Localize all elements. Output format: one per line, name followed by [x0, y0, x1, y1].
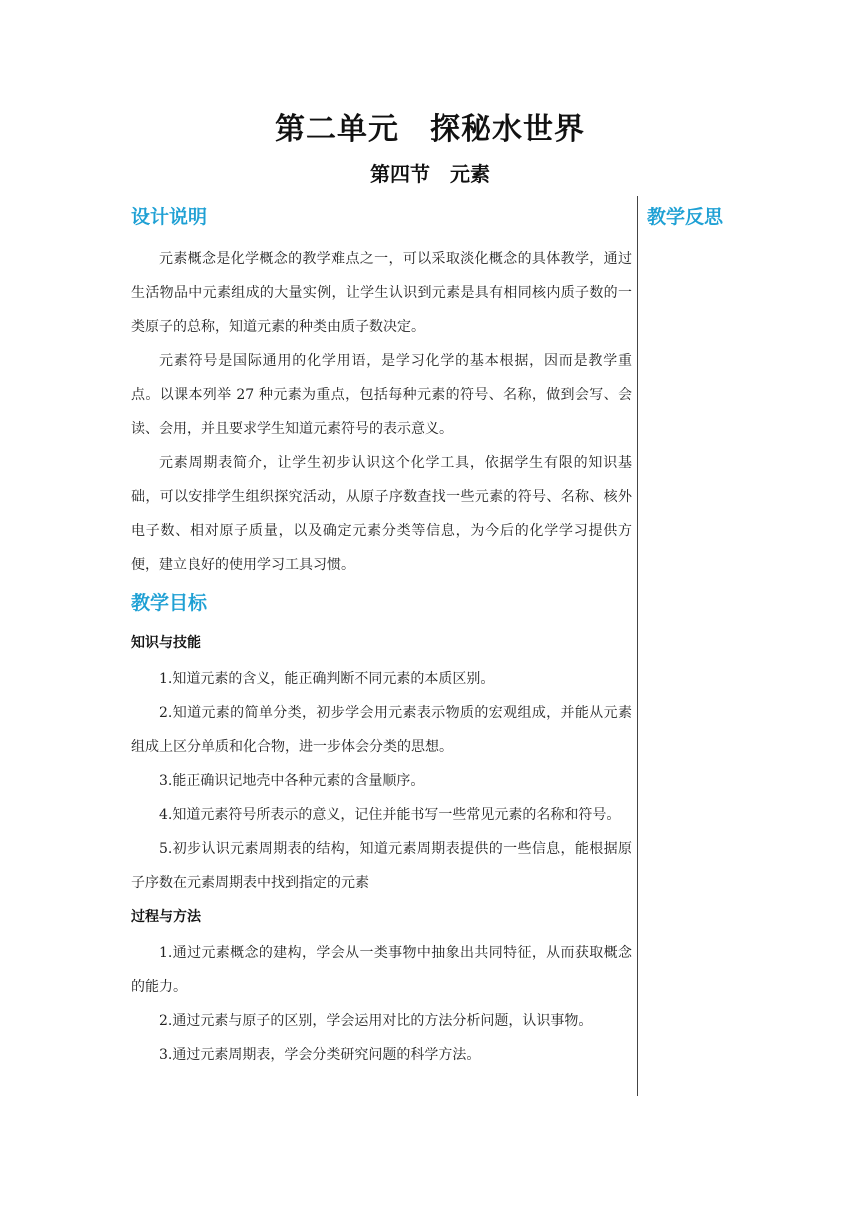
knowledge-item: 4.知道元素符号所表示的意义，记住并能书写一些常见元素的名称和符号。 — [159, 807, 621, 823]
design-paragraph: 元素概念是化学概念的教学难点之一，可以采取淡化概念的具体教学，通过生活物品中元素组成的大量实例，让学生认识到元素是具有相同核内质子数的一类原子的总称，知道元素的种类由质子数决定。 — [131, 251, 632, 335]
process-item: 2.通过元素与原子的区别，学会运用对比的方法分析问题，认识事物。 — [159, 1013, 593, 1029]
goals-heading: 教学目标 — [131, 592, 208, 614]
design-heading: 设计说明 — [131, 206, 208, 228]
section-title: 第四节 元素 — [370, 162, 490, 186]
unit-title: 第二单元 探秘水世界 — [275, 112, 585, 147]
design-paragraph: 元素周期表简介，让学生初步认识这个化学工具，依据学生有限的知识基础，可以安排学生组织探究活动，从原子序数查找一些元素的符号、名称、核外电子数、相对原子质量，以及确定元素分类等信息，为今后的化学学习提供方便，建立良好的使用学习工具习惯。 — [131, 455, 632, 573]
process-heading: 过程与方法 — [131, 909, 201, 925]
column-divider — [637, 196, 638, 1096]
knowledge-heading: 知识与技能 — [131, 635, 201, 651]
process-item: 3.通过元素周期表，学会分类研究问题的科学方法。 — [159, 1047, 481, 1063]
knowledge-item: 2.知道元素的简单分类，初步学会用元素表示物质的宏观组成，并能从元素组成上区分单质和化合物，进一步体会分类的思想。 — [131, 705, 632, 755]
knowledge-item: 3.能正确识记地壳中各种元素的含量顺序。 — [159, 773, 425, 789]
process-item: 1.通过元素概念的建构，学会从一类事物中抽象出共同特征，从而获取概念的能力。 — [131, 945, 632, 995]
knowledge-item: 1.知道元素的含义，能正确判断不同元素的本质区别。 — [159, 671, 495, 687]
design-paragraph: 元素符号是国际通用的化学用语，是学习化学的基本根据，因而是教学重点。以课本列举 27 种元素为重点，包括每种元素的符号、名称，做到会写、会读、会用，并且要求学生知道元素符号的表示意义。 — [131, 353, 632, 437]
main-column — [131, 202, 632, 1072]
reflection-heading: 教学反思 — [647, 206, 724, 228]
knowledge-item: 5.初步认识元素周期表的结构，知道元素周期表提供的一些信息，能根据原子序数在元素周期表中找到指定的元素 — [131, 841, 632, 891]
